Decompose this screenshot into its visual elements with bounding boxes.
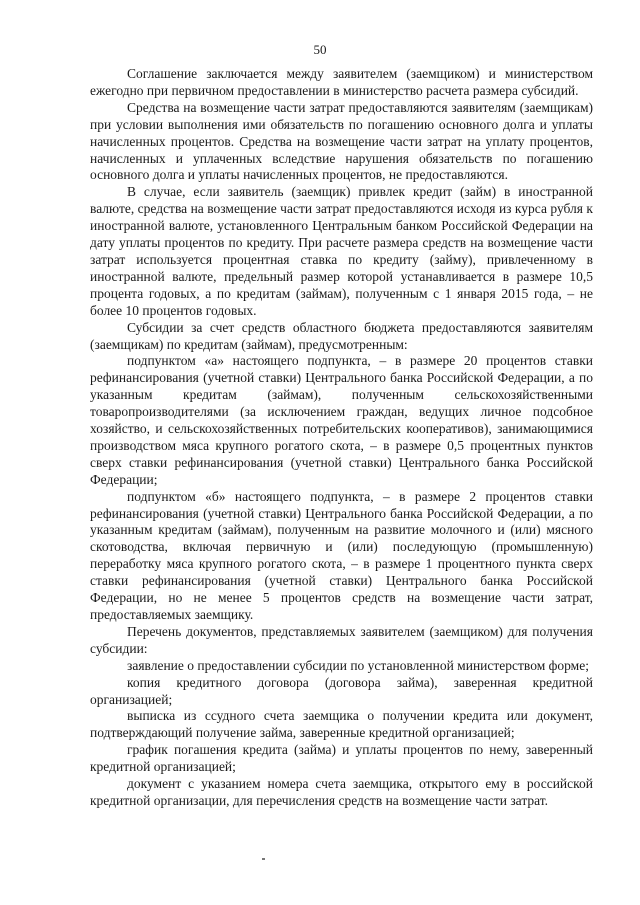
list-item-account-number-document: документ с указанием номера счета заемщика, открытого ему в российской кредитной организации, для перечисления средств на возмещение части затрат.: [90, 776, 593, 808]
paragraph-subsidies-intro: Субсидии за счет средств областного бюджета предоставляются заявителям (заемщикам) по кредитам (займам), предусмотренным:: [90, 319, 593, 352]
paragraph-subpoint-b: подпунктом «б» настоящего подпункта, – в размере 2 процентов ставки рефинансирования (учетной ставки) Центрального банка Российской Федерации, а по указанным кредитам (займам), полученным на развитие молочного и (или) мясного скотоводства, включая первичную и (или) последующую (промышленную) переработку мяса крупного рогатого скота, – в размере 1 процентного пункта сверх ставки рефинансирования (учетной ставки) Центрального банка Российской Федерации, но не менее 5 процентов средств на возмещение части затрат, предоставляемых заемщику.: [90, 488, 593, 622]
scan-speck: [262, 858, 265, 860]
list-item-loan-account-statement: выписка из ссудного счета заемщика о получении кредита или документ, подтверждающий получение займа, заверенные кредитной организацией;: [90, 708, 593, 741]
list-item-credit-contract-copy: копия кредитного договора (договора займа), заверенная кредитной организацией;: [90, 674, 593, 707]
paragraph-conditions: Средства на возмещение части затрат предоставляются заявителям (заемщикам) при условии выполнения ими обязательств по погашению основного долга и уплаты начисленных процентов. Средства на возмещение части затрат на уплату процентов, начисленных и уплаченных вследствие нарушения обязательств по погашению основного долга и уплаты начисленных процентов, не предоставляются.: [90, 99, 593, 183]
list-item-application: заявление о предоставлении субсидии по установленной министерством форме;: [127, 657, 589, 673]
paragraph-agreement: Соглашение заключается между заявителем (заемщиком) и министерством ежегодно при первичном предоставлении в министерство расчета размера субсидий.: [90, 66, 593, 98]
paragraph-documents-intro: Перечень документов, представляемых заявителем (заемщиком) для получения субсидии:: [90, 623, 593, 656]
document-body: [90, 66, 593, 810]
page-number: 50: [313, 42, 327, 57]
paragraph-foreign-currency: В случае, если заявитель (заемщик) привлек кредит (займ) в иностранной валюте, средства на возмещение части затрат предоставляются исходя из курса рубля к иностранной валюте, установленного Центральным банком Российской Федерации на дату уплаты процентов по кредиту. При расчете размера средств на возмещение части затрат используется процентная ставка по кредиту (займу), привлеченному в иностранной валюте, предельный размер которой устанавливается в размере 10,5 процента годовых, а по кредитам (займам), полученным с 1 января 2015 года, – не более 10 процентов годовых.: [90, 184, 593, 318]
list-item-repayment-schedule: график погашения кредита (займа) и уплаты процентов по нему, заверенный кредитной организацией;: [90, 742, 593, 775]
paragraph-subpoint-a: подпунктом «а» настоящего подпункта, – в размере 20 процентов ставки рефинансирования (учетной ставки) Центрального банка Российской Федерации, а по указанным кредитам (займам), полученным сельскохозяйственными товаропроизводителями (за исключением граждан, ведущих личное подсобное хозяйство, и сельскохозяйственных потребительских кооперативов), занимающимися производством мяса крупного рогатого скота, – в размере 0,5 процентных пунктов сверх ставки рефинансирования (учетной ставки) Центрального банка Российской Федерации;: [90, 353, 593, 487]
